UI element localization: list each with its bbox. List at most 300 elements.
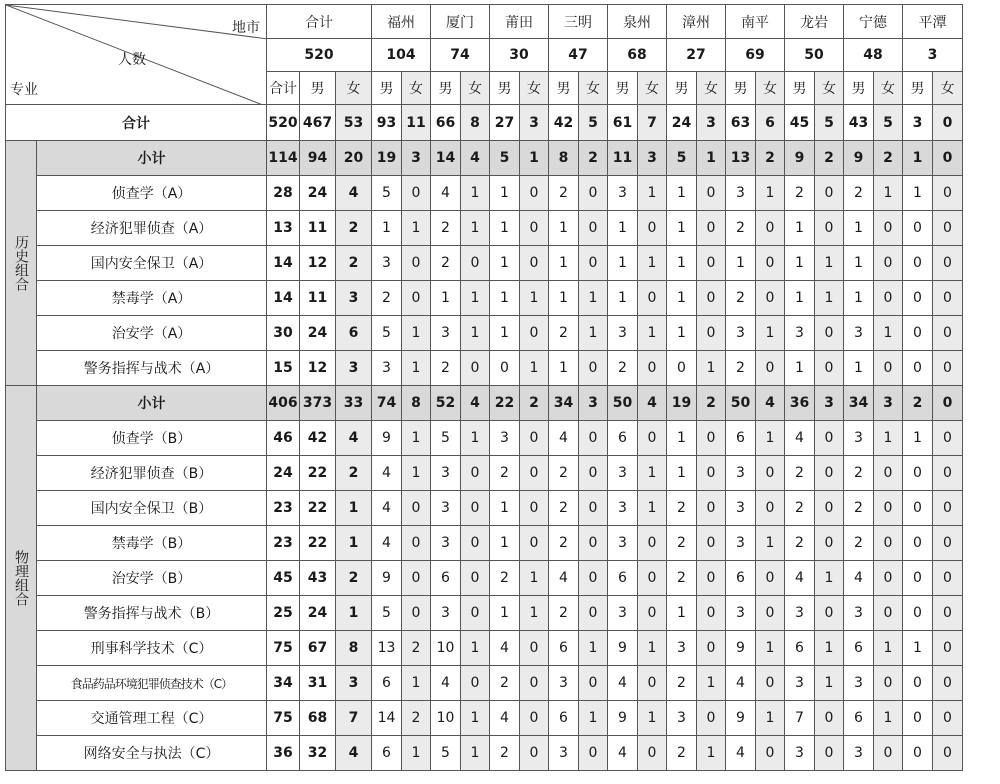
- major-value: 0: [874, 736, 903, 771]
- major-value: 3: [844, 666, 874, 701]
- major-row: [6, 736, 963, 771]
- major-value: 0: [638, 421, 667, 456]
- major-value: 0: [520, 421, 549, 456]
- major-value: 1: [402, 211, 431, 246]
- city-total: 104: [372, 39, 431, 72]
- major-value: 0: [933, 736, 963, 771]
- major-value: 1: [903, 631, 933, 666]
- subtotal-value: 3: [815, 386, 844, 421]
- subtotal-value: 1: [903, 141, 933, 176]
- major-value: 2: [336, 456, 372, 491]
- major-value: 4: [490, 701, 520, 736]
- major-value: 1: [579, 281, 608, 316]
- major-value: 0: [461, 561, 490, 596]
- major-value: 2: [336, 211, 372, 246]
- grand-total-value: 8: [461, 105, 490, 141]
- major-value: 4: [785, 561, 815, 596]
- major-value: 0: [933, 281, 963, 316]
- major-value: 1: [667, 246, 697, 281]
- major-value: 25: [267, 596, 300, 631]
- major-value: 0: [874, 561, 903, 596]
- major-value: 0: [402, 491, 431, 526]
- subtotal-value: 3: [638, 141, 667, 176]
- major-value: 2: [667, 736, 697, 771]
- major-value: 0: [461, 666, 490, 701]
- grand-total-value: 93: [372, 105, 402, 141]
- major-value: 1: [667, 211, 697, 246]
- subtotal-value: 2: [903, 386, 933, 421]
- major-value: 32: [300, 736, 336, 771]
- major-name: 警务指挥与战术（A）: [37, 351, 267, 386]
- major-row: [6, 526, 963, 561]
- major-value: 3: [549, 666, 579, 701]
- major-value: 1: [461, 176, 490, 211]
- grand-total-value: 27: [490, 105, 520, 141]
- major-value: 0: [579, 176, 608, 211]
- subtotal-value: 14: [431, 141, 461, 176]
- major-name: 刑事科学技术（C）: [37, 631, 267, 666]
- major-value: 2: [667, 561, 697, 596]
- col-header-male: 男: [726, 72, 756, 105]
- subtotal-value: 20: [336, 141, 372, 176]
- subtotal-value: 3: [874, 386, 903, 421]
- subtotal-row: [6, 386, 963, 421]
- header-row-cities: [6, 5, 963, 39]
- major-value: 1: [638, 456, 667, 491]
- major-value: 0: [815, 736, 844, 771]
- subtotal-value: 5: [667, 141, 697, 176]
- subtotal-value: 4: [756, 386, 785, 421]
- major-value: 1: [490, 526, 520, 561]
- major-value: 2: [549, 456, 579, 491]
- major-value: 0: [697, 176, 726, 211]
- grand-total-value: 43: [844, 105, 874, 141]
- major-value: 0: [697, 491, 726, 526]
- major-value: 1: [520, 281, 549, 316]
- major-value: 11: [300, 281, 336, 316]
- major-value: 0: [697, 456, 726, 491]
- col-header-male: 男: [667, 72, 697, 105]
- subtotal-value: 9: [785, 141, 815, 176]
- major-value: 5: [372, 176, 402, 211]
- subtotal-value: 33: [336, 386, 372, 421]
- subtotal-value: 373: [300, 386, 336, 421]
- major-value: 46: [267, 421, 300, 456]
- major-value: 0: [579, 666, 608, 701]
- major-value: 6: [844, 701, 874, 736]
- subtotal-value: 74: [372, 386, 402, 421]
- major-value: 0: [697, 631, 726, 666]
- major-value: 9: [726, 701, 756, 736]
- major-value: 6: [844, 631, 874, 666]
- grand-total-value: 3: [903, 105, 933, 141]
- major-value: 34: [267, 666, 300, 701]
- major-name: 经济犯罪侦查（B）: [37, 456, 267, 491]
- count-axis-label: 人数: [118, 52, 146, 68]
- major-value: 1: [785, 211, 815, 246]
- major-value: 1: [461, 281, 490, 316]
- major-value: 4: [726, 666, 756, 701]
- major-value: 0: [903, 666, 933, 701]
- major-value: 0: [756, 351, 785, 386]
- grand-total-value: 5: [815, 105, 844, 141]
- major-value: 1: [402, 456, 431, 491]
- major-value: 0: [461, 596, 490, 631]
- major-value: 1: [336, 491, 372, 526]
- major-value: 0: [933, 456, 963, 491]
- major-value: 0: [933, 666, 963, 701]
- major-value: 3: [844, 421, 874, 456]
- major-value: 0: [402, 596, 431, 631]
- major-value: 0: [638, 666, 667, 701]
- major-value: 0: [903, 701, 933, 736]
- major-value: 3: [372, 246, 402, 281]
- col-header-male: 男: [785, 72, 815, 105]
- grand-total-value: 5: [579, 105, 608, 141]
- grand-total-value: 66: [431, 105, 461, 141]
- major-value: 0: [638, 281, 667, 316]
- major-value: 0: [402, 526, 431, 561]
- subtotal-value: 114: [267, 141, 300, 176]
- major-value: 1: [490, 316, 520, 351]
- major-value: 1: [520, 351, 549, 386]
- subtotal-value: 9: [844, 141, 874, 176]
- col-header-female: 女: [520, 72, 549, 105]
- major-value: 1: [490, 246, 520, 281]
- city-total: 47: [549, 39, 608, 72]
- major-value: 2: [667, 491, 697, 526]
- major-value: 4: [608, 666, 638, 701]
- grand-total-value: 42: [549, 105, 579, 141]
- major-value: 3: [431, 491, 461, 526]
- major-value: 1: [461, 631, 490, 666]
- major-value: 8: [336, 631, 372, 666]
- subtotal-value: 2: [874, 141, 903, 176]
- major-value: 0: [756, 491, 785, 526]
- major-value: 3: [844, 316, 874, 351]
- major-value: 1: [431, 281, 461, 316]
- subtotal-value: 2: [579, 141, 608, 176]
- city-total: 3: [903, 39, 963, 72]
- major-value: 3: [431, 316, 461, 351]
- major-value: 0: [903, 561, 933, 596]
- city-name: 福州: [372, 5, 431, 39]
- major-value: 24: [267, 456, 300, 491]
- major-value: 2: [785, 526, 815, 561]
- major-value: 0: [933, 176, 963, 211]
- major-value: 9: [726, 631, 756, 666]
- major-value: 2: [549, 176, 579, 211]
- major-value: 3: [431, 526, 461, 561]
- major-name: 食品药品环境犯罪侦查技术（C）: [37, 666, 267, 701]
- major-value: 0: [815, 701, 844, 736]
- major-value: 2: [844, 176, 874, 211]
- major-value: 0: [697, 596, 726, 631]
- major-value: 0: [815, 491, 844, 526]
- subtotal-value: 50: [608, 386, 638, 421]
- major-value: 0: [461, 351, 490, 386]
- major-value: 0: [579, 596, 608, 631]
- grand-total-value: 53: [336, 105, 372, 141]
- col-header-total: 合计: [267, 72, 300, 105]
- grand-total-value: 520: [267, 105, 300, 141]
- group-label: 历史组合: [6, 141, 37, 386]
- major-value: 10: [431, 701, 461, 736]
- col-header-male: 男: [490, 72, 520, 105]
- major-value: 11: [300, 211, 336, 246]
- subtotal-value: 5: [490, 141, 520, 176]
- major-value: 0: [756, 596, 785, 631]
- major-value: 2: [844, 491, 874, 526]
- major-value: 0: [520, 246, 549, 281]
- major-value: 2: [490, 666, 520, 701]
- major-value: 0: [520, 491, 549, 526]
- major-value: 1: [815, 666, 844, 701]
- major-value: 1: [461, 736, 490, 771]
- major-value: 5: [431, 421, 461, 456]
- major-value: 0: [874, 246, 903, 281]
- major-value: 0: [402, 176, 431, 211]
- col-header-male: 男: [608, 72, 638, 105]
- major-value: 0: [579, 351, 608, 386]
- major-value: 3: [726, 176, 756, 211]
- major-value: 0: [903, 246, 933, 281]
- major-value: 1: [490, 211, 520, 246]
- major-value: 1: [402, 421, 431, 456]
- major-name: 网络安全与执法（C）: [37, 736, 267, 771]
- major-value: 1: [402, 316, 431, 351]
- subtotal-value: 52: [431, 386, 461, 421]
- major-value: 4: [336, 421, 372, 456]
- major-value: 1: [402, 666, 431, 701]
- major-value: 0: [903, 281, 933, 316]
- major-value: 1: [844, 211, 874, 246]
- major-value: 1: [461, 701, 490, 736]
- group-label: 物理组合: [6, 386, 37, 771]
- major-value: 1: [874, 316, 903, 351]
- major-value: 1: [608, 211, 638, 246]
- major-value: 0: [697, 421, 726, 456]
- major-value: 1: [874, 631, 903, 666]
- major-value: 45: [267, 561, 300, 596]
- major-row: [6, 631, 963, 666]
- major-value: 43: [300, 561, 336, 596]
- major-value: 2: [844, 526, 874, 561]
- major-value: 14: [372, 701, 402, 736]
- major-value: 1: [667, 176, 697, 211]
- major-value: 7: [785, 701, 815, 736]
- major-value: 0: [579, 456, 608, 491]
- subtotal-value: 3: [402, 141, 431, 176]
- major-value: 0: [638, 526, 667, 561]
- grand-total-value: 11: [402, 105, 431, 141]
- city-name: 莆田: [490, 5, 549, 39]
- major-row: [6, 596, 963, 631]
- major-value: 0: [756, 211, 785, 246]
- major-value: 1: [815, 631, 844, 666]
- major-value: 1: [785, 246, 815, 281]
- major-value: 1: [903, 421, 933, 456]
- major-row: [6, 666, 963, 701]
- major-value: 1: [785, 281, 815, 316]
- major-value: 0: [697, 246, 726, 281]
- major-value: 4: [490, 631, 520, 666]
- major-value: 1: [579, 631, 608, 666]
- major-value: 42: [300, 421, 336, 456]
- major-value: 0: [933, 491, 963, 526]
- major-value: 3: [549, 736, 579, 771]
- major-value: 0: [933, 211, 963, 246]
- major-value: 1: [844, 281, 874, 316]
- subtotal-value: 8: [402, 386, 431, 421]
- major-value: 1: [490, 176, 520, 211]
- major-value: 0: [903, 526, 933, 561]
- subtotal-value: 4: [461, 141, 490, 176]
- major-value: 2: [549, 526, 579, 561]
- major-value: 0: [903, 491, 933, 526]
- major-value: 0: [490, 351, 520, 386]
- major-value: 1: [549, 211, 579, 246]
- major-value: 4: [372, 491, 402, 526]
- major-value: 3: [844, 736, 874, 771]
- header-total-label: 合计: [267, 5, 372, 39]
- major-value: 0: [874, 456, 903, 491]
- major-value: 0: [638, 211, 667, 246]
- major-name: 禁毒学（A）: [37, 281, 267, 316]
- major-value: 3: [785, 316, 815, 351]
- major-value: 2: [490, 456, 520, 491]
- major-value: 1: [697, 351, 726, 386]
- subtotal-value: 2: [697, 386, 726, 421]
- major-value: 0: [520, 211, 549, 246]
- major-value: 0: [933, 421, 963, 456]
- major-value: 0: [697, 701, 726, 736]
- major-value: 2: [844, 456, 874, 491]
- major-value: 3: [785, 666, 815, 701]
- major-value: 1: [726, 246, 756, 281]
- major-value: 67: [300, 631, 336, 666]
- major-value: 3: [726, 526, 756, 561]
- grand-total-value: 3: [520, 105, 549, 141]
- major-value: 13: [372, 631, 402, 666]
- col-header-male: 男: [844, 72, 874, 105]
- col-header-female: 女: [756, 72, 785, 105]
- col-header-male: 男: [903, 72, 933, 105]
- grand-total-value: 45: [785, 105, 815, 141]
- major-value: 36: [267, 736, 300, 771]
- major-name: 侦查学（A）: [37, 176, 267, 211]
- major-value: 3: [726, 456, 756, 491]
- major-value: 1: [874, 421, 903, 456]
- major-value: 3: [336, 666, 372, 701]
- major-value: 0: [756, 736, 785, 771]
- major-value: 0: [903, 351, 933, 386]
- major-value: 4: [431, 176, 461, 211]
- major-value: 0: [903, 596, 933, 631]
- major-value: 0: [461, 526, 490, 561]
- major-value: 0: [815, 211, 844, 246]
- major-value: 23: [267, 491, 300, 526]
- major-row: [6, 456, 963, 491]
- major-value: 1: [697, 736, 726, 771]
- subtotal-value: 1: [697, 141, 726, 176]
- major-value: 1: [549, 351, 579, 386]
- major-value: 75: [267, 701, 300, 736]
- major-value: 3: [608, 176, 638, 211]
- major-value: 1: [756, 631, 785, 666]
- major-name: 禁毒学（B）: [37, 526, 267, 561]
- major-value: 0: [756, 666, 785, 701]
- major-value: 2: [549, 596, 579, 631]
- major-value: 23: [267, 526, 300, 561]
- major-value: 31: [300, 666, 336, 701]
- major-value: 0: [903, 736, 933, 771]
- major-value: 1: [667, 421, 697, 456]
- subtotal-value: 34: [549, 386, 579, 421]
- major-value: 12: [300, 246, 336, 281]
- major-value: 0: [756, 281, 785, 316]
- subtotal-value: 406: [267, 386, 300, 421]
- major-value: 6: [549, 631, 579, 666]
- major-value: 0: [874, 666, 903, 701]
- major-value: 3: [667, 701, 697, 736]
- col-header-male: 男: [372, 72, 402, 105]
- major-value: 0: [520, 526, 549, 561]
- major-value: 0: [638, 596, 667, 631]
- major-value: 6: [726, 561, 756, 596]
- major-value: 0: [638, 561, 667, 596]
- major-value: 0: [579, 421, 608, 456]
- major-value: 3: [785, 736, 815, 771]
- city-name: 三明: [549, 5, 608, 39]
- major-value: 2: [726, 351, 756, 386]
- major-row: [6, 246, 963, 281]
- grand-total-value: 0: [933, 105, 963, 141]
- major-value: 0: [933, 526, 963, 561]
- subtotal-value: 22: [490, 386, 520, 421]
- major-value: 2: [336, 561, 372, 596]
- major-value: 0: [579, 491, 608, 526]
- major-value: 0: [933, 701, 963, 736]
- grand-total-value: 63: [726, 105, 756, 141]
- major-value: 1: [667, 316, 697, 351]
- major-value: 3: [726, 491, 756, 526]
- major-value: 1: [549, 246, 579, 281]
- major-value: 2: [490, 561, 520, 596]
- major-value: 1: [815, 281, 844, 316]
- major-value: 2: [402, 701, 431, 736]
- major-value: 4: [431, 666, 461, 701]
- major-value: 1: [520, 596, 549, 631]
- major-value: 10: [431, 631, 461, 666]
- subtotal-value: 11: [608, 141, 638, 176]
- major-value: 0: [402, 281, 431, 316]
- major-value: 4: [372, 526, 402, 561]
- major-value: 1: [815, 561, 844, 596]
- major-row: [6, 281, 963, 316]
- major-value: 0: [697, 316, 726, 351]
- major-value: 3: [608, 316, 638, 351]
- major-value: 1: [579, 701, 608, 736]
- major-value: 6: [549, 701, 579, 736]
- major-value: 9: [608, 701, 638, 736]
- city-axis-label: 地市: [232, 20, 260, 36]
- major-value: 0: [933, 246, 963, 281]
- major-value: 0: [579, 246, 608, 281]
- major-value: 3: [608, 596, 638, 631]
- major-value: 3: [608, 456, 638, 491]
- grand-total-value: 6: [756, 105, 785, 141]
